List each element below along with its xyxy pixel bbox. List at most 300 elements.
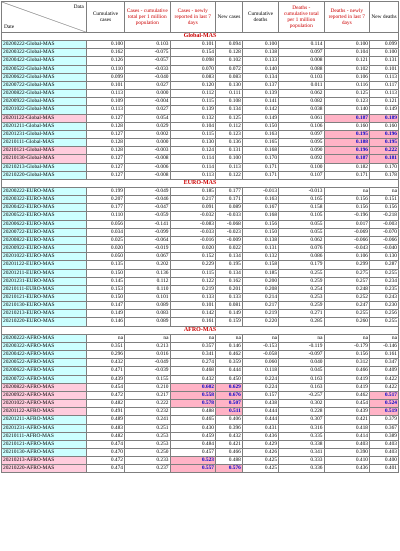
data-table	[1, 1, 399, 473]
table-cell: 0.432	[86, 359, 124, 367]
table-cell: 0.251	[125, 424, 170, 432]
table-cell: 0.470	[86, 448, 124, 456]
table-cell: 0.248	[324, 285, 369, 293]
row-label: 20200322-EURO-MAS	[2, 196, 87, 204]
table-cell: 0.114	[279, 41, 324, 49]
table-cell: na	[170, 334, 215, 342]
table-cell: 0.132	[170, 114, 215, 122]
table-cell: 0.140	[242, 65, 278, 73]
row-label: 20210213-Global-MAS	[2, 163, 87, 171]
table-cell: 0.253	[125, 440, 170, 448]
table-cell: 0.128	[86, 147, 124, 155]
table-cell: -0.070	[370, 228, 399, 236]
table-cell: 0.379	[370, 416, 399, 424]
table-cell: -0.040	[125, 73, 170, 81]
row-label: 20200922-EURO-MAS	[2, 245, 87, 253]
table-cell: 0.439	[86, 375, 124, 383]
table-cell: -0.013	[279, 187, 324, 195]
table-cell: 0.116	[324, 81, 369, 89]
row-label: 20210130-EURO-MAS	[2, 302, 87, 310]
table-cell: 0.357	[170, 342, 215, 350]
table-row	[2, 432, 399, 440]
table-cell: 0.135	[86, 261, 124, 269]
table-cell: 0.115	[170, 130, 215, 138]
table-cell: 0.100	[324, 41, 369, 49]
row-label: 20200922-Global-MAS	[2, 98, 87, 106]
table-cell: 0.401	[370, 465, 399, 473]
table-cell: 0.187	[324, 114, 369, 122]
table-cell: 0.160	[324, 122, 369, 130]
table-cell: 0.100	[86, 41, 124, 49]
table-cell: 0.165	[279, 196, 324, 204]
table-cell: 0.150	[242, 122, 278, 130]
table-cell: 0.002	[125, 130, 170, 138]
table-cell: 0.139	[170, 106, 215, 114]
table-cell: 0.255	[370, 318, 399, 326]
table-cell: 0.602	[170, 383, 215, 391]
table-cell: 0.253	[279, 294, 324, 302]
table-cell: 0.171	[242, 163, 278, 171]
table-row	[2, 73, 399, 81]
table-cell: 0.101	[370, 65, 399, 73]
table-cell: 0.253	[125, 432, 170, 440]
table-cell: 0.113	[86, 90, 124, 98]
table-cell: 0.151	[370, 196, 399, 204]
table-cell: 0.101	[170, 41, 215, 49]
table-cell: 0.102	[324, 65, 369, 73]
table-cell: 0.011	[279, 81, 324, 89]
table-cell: 0.425	[242, 465, 278, 473]
table-cell: 0.431	[242, 424, 278, 432]
table-cell: 0.162	[215, 277, 242, 285]
table-cell: 0.201	[215, 285, 242, 293]
table-cell: 0.027	[125, 81, 170, 89]
table-row	[2, 465, 399, 473]
table-row	[2, 41, 399, 49]
table-cell: 0.163	[279, 375, 324, 383]
table-cell: -0.016	[170, 236, 215, 244]
table-cell: 0.133	[170, 294, 215, 302]
table-cell: 0.104	[170, 122, 215, 130]
table-cell: -0.047	[125, 204, 170, 212]
row-label: 20210220-AFRO-MAS	[2, 465, 87, 473]
table-cell: 0.222	[370, 147, 399, 155]
table-cell: -0.039	[125, 367, 170, 375]
table-cell: 0.179	[279, 261, 324, 269]
row-label: 20201231-AFRO-MAS	[2, 424, 87, 432]
table-cell: 0.153	[86, 285, 124, 293]
table-row	[2, 261, 399, 269]
table-cell: 0.390	[324, 448, 369, 456]
table-cell: 0.430	[170, 424, 215, 432]
table-cell: na	[125, 334, 170, 342]
table-cell: 0.439	[324, 408, 369, 416]
table-cell: 0.259	[279, 302, 324, 310]
table-row	[2, 106, 399, 114]
table-cell: 0.271	[279, 310, 324, 318]
table-cell: 0.224	[242, 375, 278, 383]
table-cell: 0.107	[279, 171, 324, 179]
table-cell: 0.089	[215, 204, 242, 212]
table-cell: 0.088	[279, 65, 324, 73]
table-row	[2, 440, 399, 448]
table-cell: 0.134	[242, 73, 278, 81]
table-cell: -0.032	[170, 212, 215, 220]
table-cell: 0.178	[370, 171, 399, 179]
table-cell: -0.257	[279, 391, 324, 399]
col-header-new-deaths: New deaths	[370, 2, 399, 33]
table-cell: 0.156	[324, 196, 369, 204]
table-cell: 0.101	[170, 302, 215, 310]
row-label: 20201122-Global-MAS	[2, 114, 87, 122]
table-cell: 0.111	[215, 90, 242, 98]
table-row	[2, 212, 399, 220]
table-cell: 0.130	[215, 81, 242, 89]
table-cell: 0.163	[279, 383, 324, 391]
table-cell: 0.255	[324, 310, 369, 318]
table-cell: 0.146	[215, 342, 242, 350]
row-label: 20201022-AFRO-MAS	[2, 400, 87, 408]
table-cell: 0.103	[279, 73, 324, 81]
table-cell: 0.414	[324, 432, 369, 440]
table-cell: 0.436	[242, 432, 278, 440]
row-label: 20200622-EURO-MAS	[2, 220, 87, 228]
table-row	[2, 90, 399, 98]
table-cell: 0.403	[370, 440, 399, 448]
table-cell: 0.187	[324, 155, 369, 163]
table-cell: 0.214	[242, 294, 278, 302]
table-cell: 0.247	[324, 302, 369, 310]
table-cell: 0.089	[125, 318, 170, 326]
table-cell: 0.134	[215, 106, 242, 114]
table-cell: 0.146	[86, 318, 124, 326]
table-cell: 0.086	[279, 253, 324, 261]
table-cell: -0.083	[170, 220, 215, 228]
table-cell: 0.055	[279, 228, 324, 236]
table-cell: -0.046	[125, 196, 170, 204]
table-cell: 0.483	[86, 424, 124, 432]
table-cell: 0.419	[324, 375, 369, 383]
table-cell: -0.003	[370, 220, 399, 228]
table-cell: 0.422	[370, 383, 399, 391]
table-cell: 0.436	[324, 465, 369, 473]
row-label: 20201122-AFRO-MAS	[2, 408, 87, 416]
table-cell: 0.110	[125, 285, 170, 293]
table-row	[2, 98, 399, 106]
table-row	[2, 391, 399, 399]
table-row	[2, 122, 399, 130]
table-cell: 0.333	[279, 457, 324, 465]
row-label: 20210111-Global-MAS	[2, 139, 87, 147]
table-cell: -0.019	[125, 245, 170, 253]
table-row	[2, 204, 399, 212]
table-cell: -0.059	[125, 212, 170, 220]
table-cell: 0.115	[170, 269, 215, 277]
table-cell: 0.114	[170, 155, 215, 163]
table-body	[2, 33, 399, 473]
table-cell: 0.444	[242, 416, 278, 424]
table-cell: 0.008	[279, 57, 324, 65]
table-cell: 0.255	[370, 269, 399, 277]
table-cell: 0.296	[86, 351, 124, 359]
table-row	[2, 367, 399, 375]
table-cell: 0.489	[86, 416, 124, 424]
table-cell: -0.097	[279, 351, 324, 359]
table-cell: 0.275	[324, 269, 369, 277]
row-label: 20200922-AFRO-MAS	[2, 391, 87, 399]
table-cell: 0.517	[370, 391, 399, 399]
col-header-deaths-last-7-days: Deaths - newly reported in last 7 days	[324, 2, 369, 33]
table-cell: 0.425	[242, 457, 278, 465]
table-cell: 0.125	[324, 90, 369, 98]
table-cell: 0.196	[370, 130, 399, 138]
row-label: 20201231-EURO-MAS	[2, 277, 87, 285]
table-cell: 0.196	[324, 147, 369, 155]
col-header-new-cases: New cases	[215, 2, 242, 33]
table-row	[2, 253, 399, 261]
table-cell: 0.488	[215, 457, 242, 465]
table-cell: 0.112	[125, 277, 170, 285]
col-header-cumulative-cases: Cumulative cases	[86, 2, 124, 33]
table-cell: na	[324, 187, 369, 195]
table-cell: 0.189	[370, 114, 399, 122]
table-cell: 0.168	[242, 147, 278, 155]
table-cell: 0.140	[324, 106, 369, 114]
table-cell: 0.307	[279, 416, 324, 424]
table-cell: 0.124	[170, 147, 215, 155]
table-cell: -0.033	[215, 212, 242, 220]
col-header-cases-per-million: Cases - cumulative total per 1 million population	[125, 2, 170, 33]
table-cell: 0.131	[215, 147, 242, 155]
table-cell: 0.511	[215, 408, 242, 416]
table-row	[2, 155, 399, 163]
table-cell: 0.127	[86, 171, 124, 179]
table-cell: 0.472	[86, 457, 124, 465]
table-cell: 0.274	[170, 359, 215, 367]
table-cell: 0.155	[125, 375, 170, 383]
table-cell: 0.025	[86, 236, 124, 244]
table-cell: -0.013	[242, 187, 278, 195]
row-label: 20210121-Global-MAS	[2, 147, 87, 155]
table-cell: 0.444	[215, 367, 242, 375]
table-cell: 0.029	[125, 122, 170, 130]
table-cell: 0.142	[242, 106, 278, 114]
row-label: 20210213-EURO-MAS	[2, 310, 87, 318]
table-cell: 0.208	[242, 285, 278, 293]
table-cell: 0.185	[242, 269, 278, 277]
table-row	[2, 236, 399, 244]
table-cell: 0.195	[370, 139, 399, 147]
table-row	[2, 228, 399, 236]
table-cell: 0.118	[242, 367, 278, 375]
table-cell: 0.167	[242, 204, 278, 212]
table-cell: 0.100	[370, 49, 399, 57]
table-cell: 0.488	[170, 408, 215, 416]
section-title-row	[2, 326, 399, 334]
table-cell: na	[324, 334, 369, 342]
table-cell: 0.117	[370, 81, 399, 89]
table-cell: 0.299	[324, 261, 369, 269]
table-cell: -0.099	[125, 228, 170, 236]
table-cell: 0.083	[215, 73, 242, 81]
table-cell: -0.141	[125, 220, 170, 228]
table-cell: 0.199	[86, 187, 124, 195]
table-row	[2, 342, 399, 350]
table-cell: 0.100	[215, 155, 242, 163]
table-cell: 0.367	[370, 424, 399, 432]
table-cell: 0.256	[370, 310, 399, 318]
table-row	[2, 351, 399, 359]
table-cell: 0.100	[242, 41, 278, 49]
table-cell: 0.102	[215, 57, 242, 65]
table-cell: 0.347	[370, 359, 399, 367]
table-cell: 0.312	[324, 359, 369, 367]
row-label: 20210213-AFRO-MAS	[2, 457, 87, 465]
table-cell: 0.457	[170, 448, 215, 456]
table-cell: 0.170	[242, 155, 278, 163]
table-cell: 0.138	[242, 236, 278, 244]
table-cell: 0.104	[324, 49, 369, 57]
table-cell: 0.054	[125, 114, 170, 122]
table-cell: 0.195	[215, 261, 242, 269]
table-cell: 0.217	[125, 391, 170, 399]
row-label: 20200422-EURO-MAS	[2, 204, 87, 212]
table-cell: 0.524	[370, 400, 399, 408]
table-cell: 0.450	[215, 375, 242, 383]
table-cell: 0.482	[86, 400, 124, 408]
table-cell: 0.165	[242, 139, 278, 147]
table-cell: 0.122	[215, 171, 242, 179]
table-cell: 0.105	[279, 212, 324, 220]
table-cell: 0.082	[279, 98, 324, 106]
table-cell: 0.578	[170, 400, 215, 408]
table-cell: 0.250	[125, 448, 170, 456]
row-label: 20200622-Global-MAS	[2, 73, 87, 81]
corner-date-label: Date	[4, 24, 15, 30]
table-cell: 0.126	[86, 57, 124, 65]
table-cell: 0.426	[242, 448, 278, 456]
header-row	[2, 2, 399, 33]
table-cell: 0.418	[324, 424, 369, 432]
table-cell: 0.410	[324, 457, 369, 465]
table-cell: 0.220	[242, 318, 278, 326]
table-cell: 0.072	[215, 65, 242, 73]
table-cell: -0.146	[370, 342, 399, 350]
table-cell: 0.094	[215, 41, 242, 49]
table-cell: 0.341	[170, 351, 215, 359]
table-cell: 0.050	[86, 253, 124, 261]
table-cell: 0.106	[324, 73, 369, 81]
table-cell: 0.217	[170, 196, 215, 204]
table-cell: 0.106	[279, 122, 324, 130]
table-cell: 0.110	[86, 212, 124, 220]
table-cell: 0.222	[125, 400, 170, 408]
table-cell: 0.113	[170, 171, 215, 179]
table-cell: -0.179	[324, 342, 369, 350]
table-cell: -0.218	[370, 212, 399, 220]
table-cell: 0.335	[279, 432, 324, 440]
table-cell: 0.106	[324, 253, 369, 261]
table-cell: 0.125	[215, 114, 242, 122]
table-cell: 0.224	[242, 383, 278, 391]
table-cell: 0.207	[86, 196, 124, 204]
table-cell: 0.351	[86, 342, 124, 350]
table-row	[2, 294, 399, 302]
table-cell: 0.016	[125, 351, 170, 359]
table-cell: 0.134	[215, 269, 242, 277]
row-label: 20200822-EURO-MAS	[2, 236, 87, 244]
table-row	[2, 277, 399, 285]
table-cell: 0.359	[215, 359, 242, 367]
table-cell: -0.057	[125, 57, 170, 65]
table-cell: 0.090	[279, 147, 324, 155]
row-label: 20200722-Global-MAS	[2, 81, 87, 89]
table-cell: 0.099	[86, 73, 124, 81]
table-cell: 0.089	[125, 302, 170, 310]
table-cell: -0.004	[125, 98, 170, 106]
table-cell: 0.136	[215, 139, 242, 147]
table-row	[2, 269, 399, 277]
table-cell: 0.113	[370, 90, 399, 98]
row-label: 20201211-Global-MAS	[2, 122, 87, 130]
table-row	[2, 383, 399, 391]
row-label: 20210130-AFRO-MAS	[2, 448, 87, 456]
table-cell: 0.157	[242, 391, 278, 399]
table-cell: 0.156	[324, 204, 369, 212]
table-cell: 0.235	[370, 285, 399, 293]
table-cell: 0.149	[86, 310, 124, 318]
table-cell: 0.123	[215, 130, 242, 138]
table-cell: 0.421	[324, 416, 369, 424]
col-header-cases-last-7-days: Cases - newly reported in last 7 days	[170, 2, 215, 33]
table-cell: na	[86, 334, 124, 342]
table-row	[2, 400, 399, 408]
section-title-row	[2, 179, 399, 187]
table-cell: 0.092	[279, 155, 324, 163]
table-row	[2, 302, 399, 310]
table-cell: 0.113	[215, 163, 242, 171]
table-row	[2, 65, 399, 73]
table-cell: na	[370, 334, 399, 342]
table-cell: 0.217	[242, 302, 278, 310]
table-cell: 0.159	[215, 318, 242, 326]
table-cell: 0.127	[86, 114, 124, 122]
table-cell: 0.133	[242, 57, 278, 65]
table-cell: 0.474	[86, 440, 124, 448]
table-cell: 0.055	[279, 220, 324, 228]
row-label: 20200222-AFRO-MAS	[2, 334, 87, 342]
table-cell: 0.409	[370, 367, 399, 375]
table-cell: 0.020	[170, 245, 215, 253]
table-cell: 0.156	[370, 204, 399, 212]
table-cell: 0.202	[125, 261, 170, 269]
table-cell: -0.008	[125, 171, 170, 179]
table-cell: 0.161	[170, 318, 215, 326]
table-cell: 0.130	[170, 139, 215, 147]
table-cell: 0.145	[86, 277, 124, 285]
table-cell: 0.252	[324, 294, 369, 302]
table-cell: 0.429	[242, 440, 278, 448]
table-cell: 0.154	[170, 49, 215, 57]
section-title: AFRO-MAS	[2, 326, 399, 334]
table-cell: 0.083	[125, 310, 170, 318]
table-cell: 0.113	[86, 106, 124, 114]
table-cell: 0.131	[242, 245, 278, 253]
table-cell: 0.507	[215, 400, 242, 408]
table-cell: 0.210	[125, 383, 170, 391]
table-cell: 0.421	[215, 440, 242, 448]
table-cell: 0.162	[86, 49, 124, 57]
